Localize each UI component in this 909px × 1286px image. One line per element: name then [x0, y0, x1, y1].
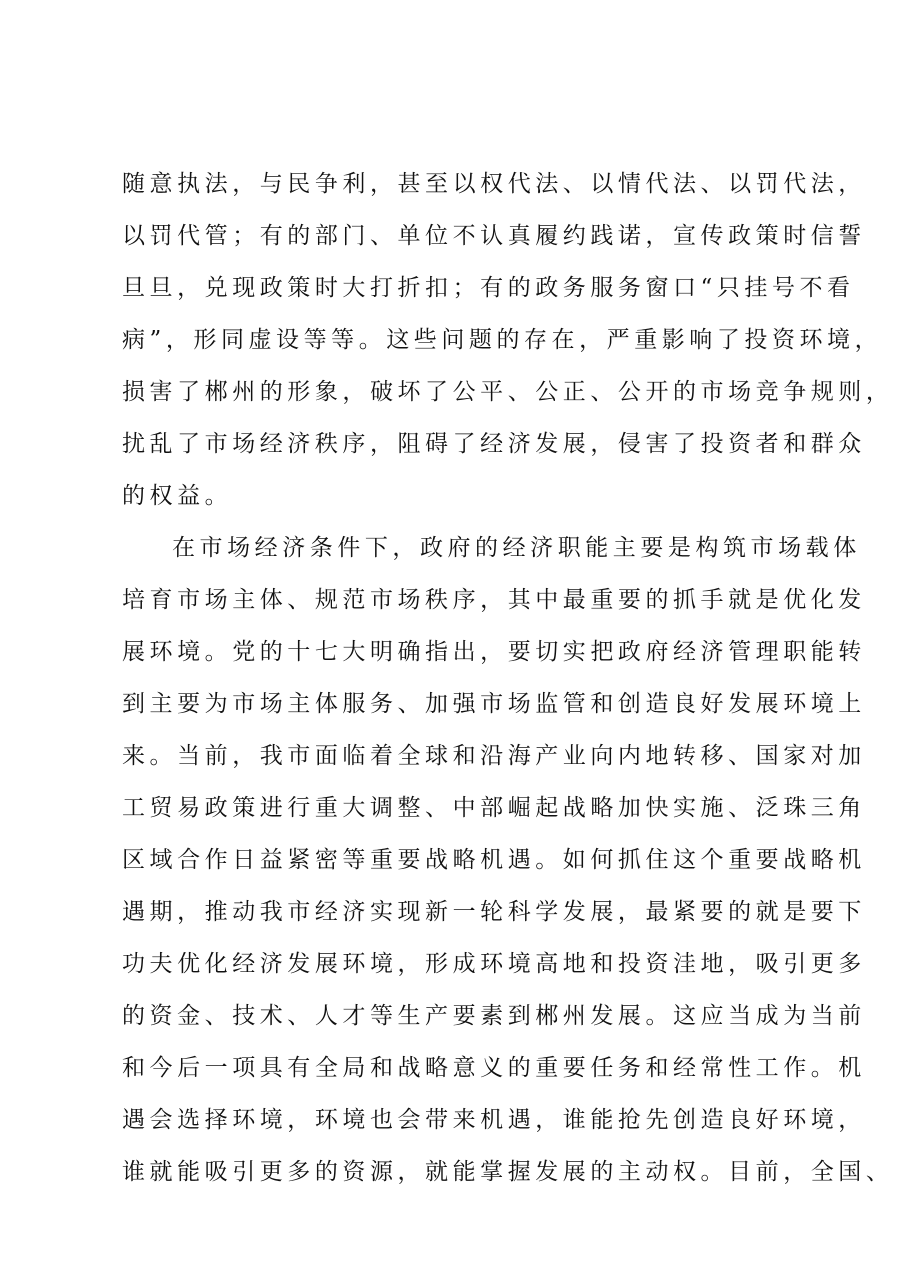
text-line: 在市场经济条件下，政府的经济职能主要是构筑市场载体 — [172, 535, 861, 561]
text-line: 展环境。党的十七大明确指出，要切实把政府经济管理职能转 — [122, 639, 866, 665]
text-line: 区域合作日益紧密等重要战略机遇。如何抓住这个重要战略机 — [122, 847, 866, 873]
text-line: 损害了郴州的形象，破坏了公平、公正、公开的市场竞争规则， — [122, 379, 894, 405]
text-line: 到主要为市场主体服务、加强市场监管和创造良好发展环境上 — [122, 691, 866, 717]
text-line: 来。当前，我市面临着全球和沿海产业向内地转移、国家对加 — [122, 743, 866, 769]
text-line: 随意执法，与民争利，甚至以权代法、以情代法、以罚代法， — [122, 171, 866, 197]
text-line: 旦旦，兑现政策时大打折扣；有的政务服务窗口“只挂号不看 — [122, 275, 855, 301]
text-line: 以罚代管；有的部门、单位不认真履约践诺，宣传政策时信誓 — [122, 223, 866, 249]
text-line: 病”，形同虚设等等。这些问题的存在，严重影响了投资环境， — [122, 327, 883, 353]
text-line: 谁就能吸引更多的资源，就能掌握发展的主动权。目前，全国、 — [122, 1159, 894, 1185]
text-line: 扰乱了市场经济秩序，阻碍了经济发展，侵害了投资者和群众 — [122, 431, 866, 457]
text-line: 遇期，推动我市经济实现新一轮科学发展，最紧要的就是要下 — [122, 899, 866, 925]
text-line: 的资金、技术、人才等生产要素到郴州发展。这应当成为当前 — [122, 1003, 866, 1029]
text-line: 和今后一项具有全局和战略意义的重要任务和经常性工作。机 — [122, 1055, 866, 1081]
text-line: 培育市场主体、规范市场秩序，其中最重要的抓手就是优化发 — [122, 587, 866, 613]
text-line: 遇会选择环境，环境也会带来机遇，谁能抢先创造良好环境， — [122, 1107, 866, 1133]
text-line: 的权益。 — [122, 483, 233, 509]
text-line: 工贸易政策进行重大调整、中部崛起战略加快实施、泛珠三角 — [122, 795, 866, 821]
text-line: 功夫优化经济发展环境，形成环境高地和投资洼地，吸引更多 — [122, 951, 866, 977]
